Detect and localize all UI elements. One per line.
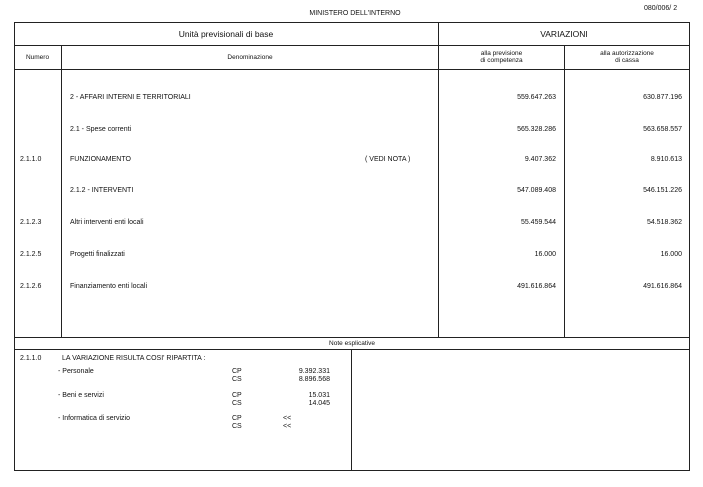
row-denominazione: Finanziamento enti locali [70,283,148,290]
row-cassa: 630.877.196 [643,94,682,101]
row-cassa: 491.616.864 [643,283,682,290]
row-cassa: 54.518.362 [646,219,682,226]
notes-cp-value: 9.392.331 [298,368,330,375]
page-reference: 080/006/ 2 [644,5,678,12]
notes-item-label: - Personale [58,368,94,375]
notes-cp-value: 15.031 [308,392,330,399]
notes-cp-label: CP [232,415,242,422]
column-header-cassa: alla autorizzazione di cassa [600,50,654,64]
notes-cs-label: CS [232,400,242,407]
row-cassa: 8.910.613 [650,156,682,163]
notes-title: Note esplicative [329,340,375,347]
row-denominazione: Progetti finalizzati [70,251,125,258]
notes-heading: LA VARIAZIONE RISULTA COSI' RIPARTITA : [62,355,206,362]
row-cassa: 563.658.557 [643,126,682,133]
row-numero: 2.1.2.3 [20,219,42,226]
row-competenza: 565.328.286 [517,126,556,133]
row-numero: 2.1.1.0 [20,156,42,163]
notes-item-label: - Beni e servizi [58,392,104,399]
row-competenza: 9.407.362 [524,156,556,163]
notes-code: 2.1.1.0 [20,355,42,362]
notes-cp-label: CP [232,392,242,399]
notes-cs-label: CS [232,423,242,430]
notes-cs-label: CS [232,376,242,383]
row-nota: ( VEDI NOTA ) [365,156,411,163]
ministry-title: MINISTERO DELL'INTERNO [309,10,401,17]
column-header-denominazione: Denominazione [227,54,273,61]
row-competenza: 55.459.544 [520,219,556,226]
notes-cp-label: CP [232,368,242,375]
column-header-numero: Numero [25,54,50,61]
column-header-competenza: alla previsione di competenza [480,50,523,64]
row-denominazione: Altri interventi enti locali [70,219,144,226]
notes-cs-value: << [283,423,292,430]
table-title-right: VARIAZIONI [540,29,588,39]
notes-item-label: - Informatica di servizio [58,415,130,422]
row-cassa: 16.000 [660,251,682,258]
row-competenza: 16.000 [534,251,556,258]
row-denominazione: FUNZIONAMENTO [70,156,131,163]
row-denominazione: 2 - AFFARI INTERNI E TERRITORIALI [70,94,191,101]
row-numero: 2.1.2.5 [20,251,42,258]
notes-cs-value: 14.045 [308,400,330,407]
row-denominazione: 2.1 - Spese correnti [70,126,132,133]
row-denominazione: 2.1.2 - INTERVENTI [70,187,134,194]
row-competenza: 559.647.263 [517,94,556,101]
row-competenza: 547.089.408 [517,187,556,194]
row-cassa: 546.151.226 [643,187,682,194]
table-title-left: Unità previsionali di base [178,29,274,39]
row-competenza: 491.616.864 [517,283,556,290]
notes-cp-value: << [283,415,292,422]
row-numero: 2.1.2.6 [20,283,42,290]
notes-cs-value: 8.896.568 [298,376,330,383]
